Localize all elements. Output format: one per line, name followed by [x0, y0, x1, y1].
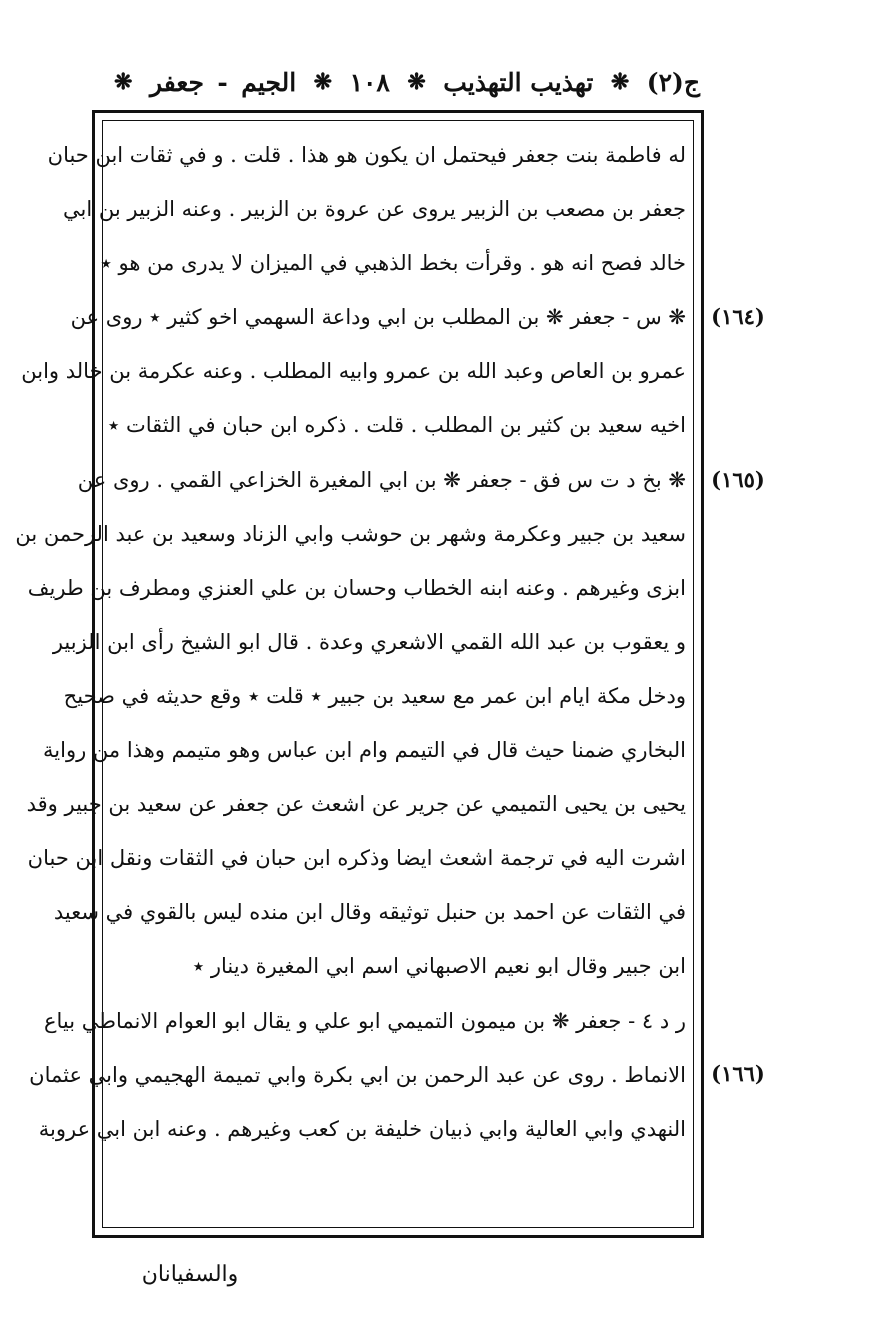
text-line: ودخل مكة ايام ابن عمر مع سعيد بن جبير ٭ قلت ٭ وقع حديثه في صحيح [63, 683, 686, 708]
text-line: اخيه سعيد بن كثير بن المطلب . قلت . ذكره ابن حبان في الثقات ٭ [107, 413, 686, 438]
text-line: سعيد بن جبير وعكرمة وشهر بن حوشب وابي الزناد وسعيد بن عبد الرحمن بن [15, 521, 686, 546]
text-line: في الثقات عن احمد بن حنبل توثيقه وقال ابن منده ليس بالقوي في سعيد [53, 900, 686, 925]
text-line: ر د ٤ - جعفر ❋ بن ميمون التميمي ابو علي و يقال ابو العوام الانماطي بياع [44, 1008, 686, 1033]
text-line: خالد فصح انه هو . وقرأت بخط الذهبي في الميزان لا يدرى من هو ٭ [100, 251, 686, 276]
volume-label: ج(٢) [646, 67, 700, 97]
chapter-label: الجيم [241, 67, 297, 97]
header-dash: - [217, 67, 228, 97]
body-text [15, 128, 686, 1156]
text-line: عمرو بن العاص وعبد الله بن عمرو وابيه المطلب . وعنه عكرمة بن خالد وابن [21, 359, 686, 384]
ornament-icon: ❋ [114, 69, 133, 95]
text-line: الانماط . روى عن عبد الرحمن بن ابي بكرة وابي تميمة الهجيمي وابي عثمان [29, 1062, 686, 1087]
entry-number: (١٦٦) [711, 1061, 765, 1086]
book-title: تهذيب التهذيب [443, 67, 594, 97]
text-line: النهدي وابي العالية وابي ذبيان خليفة بن كعب وغيرهم . وعنه ابن ابي عروبة [38, 1116, 686, 1141]
text-line: البخاري ضمنا حيث قال في التيمم وام ابن عباس وهو متيمم وهذا من رواية [43, 738, 686, 763]
text-line: ابزى وغيرهم . وعنه ابنه الخطاب وحسان بن علي العنزي ومطرف بن طريف [27, 575, 686, 600]
entry-number: (١٦٤) [711, 304, 765, 329]
text-line: يحيى بن يحيى التميمي عن جرير عن اشعث عن جعفر عن سعيد بن جبير وقد [26, 792, 686, 817]
text-line: ❋ س - جعفر ❋ بن المطلب بن ابي وداعة السهمي اخو كثير ٭ روى عن [70, 305, 686, 330]
ornament-icon: ❋ [313, 69, 333, 95]
ornament-icon: ❋ [610, 69, 630, 95]
entry-number: (١٦٥) [711, 467, 765, 492]
text-line: ❋ بخ د ت س فق - جعفر ❋ بن ابي المغيرة الخزاعي القمي . روى عن [77, 467, 686, 492]
text-line: جعفر بن مصعب بن الزبير يروى عن عروة بن الزبير . وعنه الزبير بن ابي [63, 197, 686, 222]
ornament-icon: ❋ [407, 69, 426, 95]
text-line: و يعقوب بن عبد الله القمي الاشعري وعدة . قال ابو الشيخ رأى ابن الزبير [52, 629, 686, 654]
text-line: اشرت اليه في ترجمة اشعث ايضا وذكره ابن حبان في الثقات ونقل ابن حبان [27, 846, 686, 871]
page-header [110, 58, 700, 106]
catchword: والسفيانان [141, 1262, 239, 1287]
text-line: ابن جبير وقال ابو نعيم الاصبهاني اسم ابي المغيرة دينار ٭ [192, 954, 686, 979]
text-line: له فاطمة بنت جعفر فيحتمل ان يكون هو هذا . قلت . و في ثقات ابن حبان [47, 143, 686, 167]
page-number: ١٠٨ [349, 67, 390, 97]
section-label: جعفر [149, 67, 204, 97]
